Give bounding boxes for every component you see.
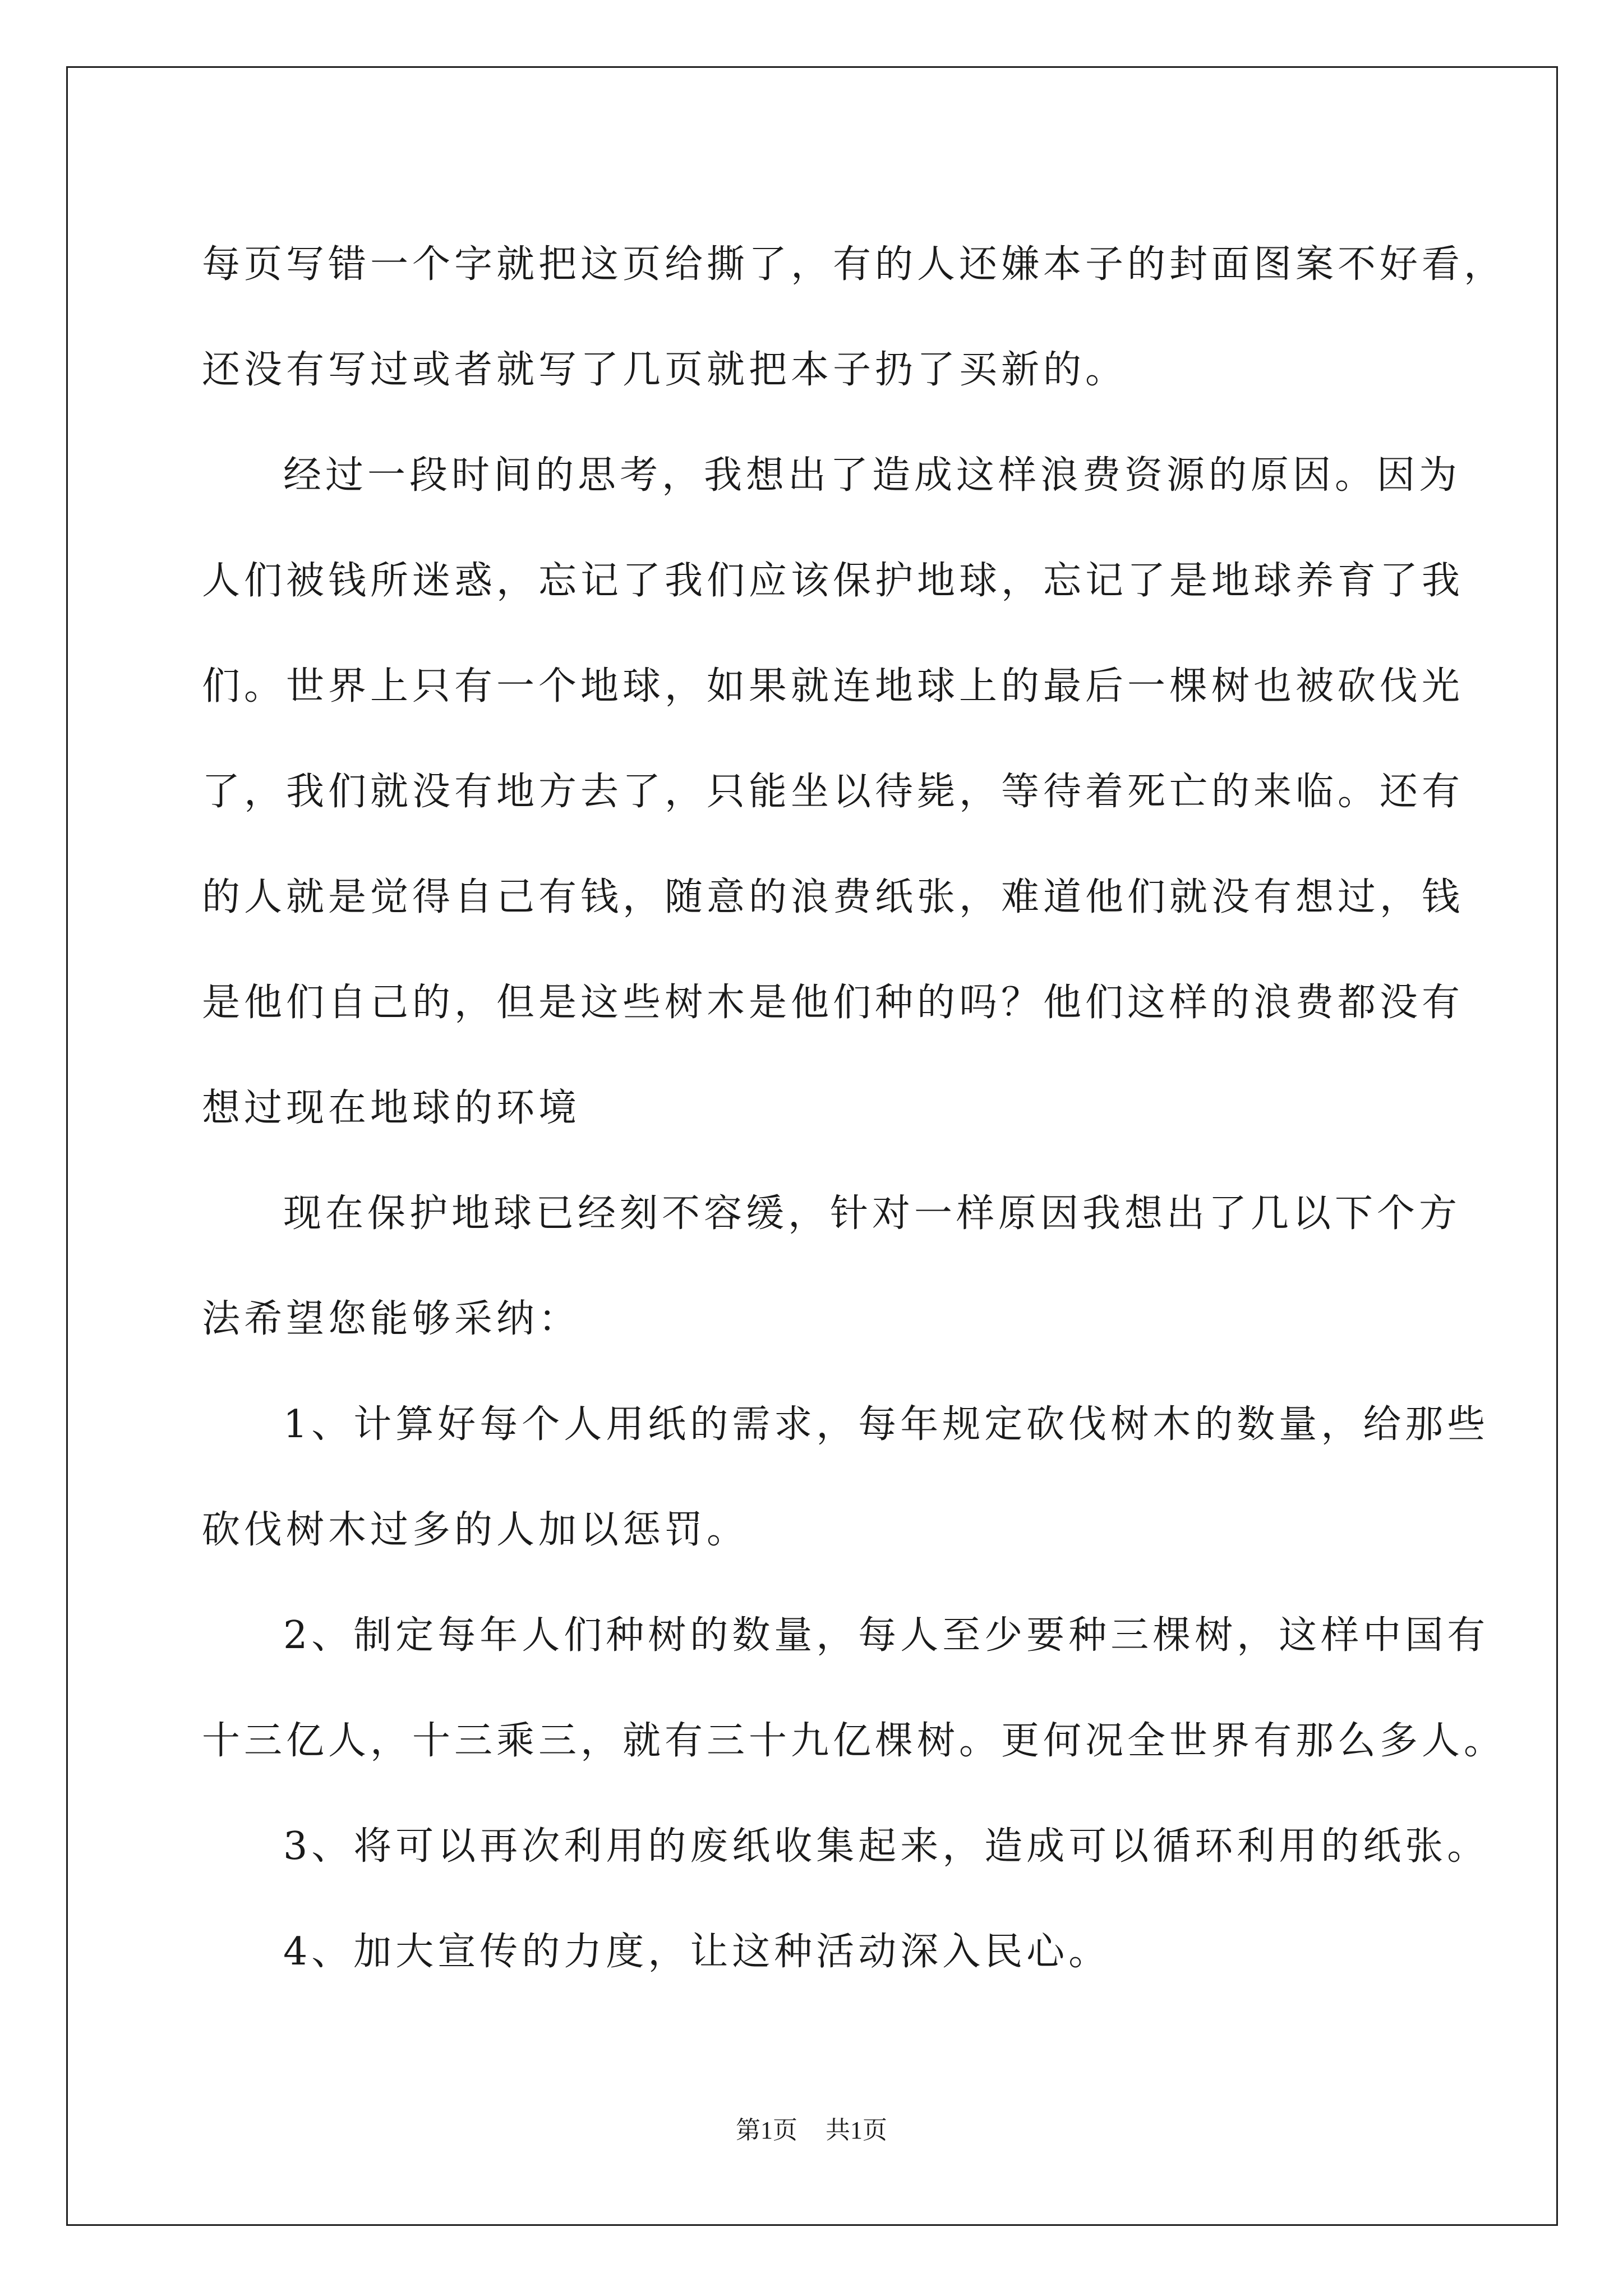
text-line: 4、加大宣传的力度，让这种活动深入民心。 (283, 1930, 1111, 1974)
text-line: 想过现在地球的环境 (202, 1086, 581, 1130)
list-item-1 (202, 1372, 1490, 1583)
text-line: 2、制定每年人们种树的数量，每人至少要种三棵树，这样中国有 (283, 1613, 1490, 1658)
paragraph-1 (202, 212, 1506, 423)
text-line: 还没有写过或者就写了几页就把本子扔了买新的。 (202, 348, 1128, 392)
list-item-3 (202, 1794, 1490, 1899)
text-line: 们。世界上只有一个地球，如果就连地球上的最后一棵树也被砍伐光 (202, 664, 1464, 708)
list-item-4 (202, 1899, 1430, 2005)
text-line: 经过一段时间的思考，我想出了造成这样浪费资源的原因。因为 (283, 453, 1461, 498)
text-line: 砍伐树木过多的人加以惩罚。 (202, 1508, 749, 1552)
text-line: 十三亿人，十三乘三，就有三十九亿棵树。更何况全世界有那么多人。 (202, 1719, 1506, 1763)
text-line: 3、将可以再次利用的废纸收集起来，造成可以循环利用的纸张。 (283, 1824, 1490, 1869)
paragraph-2 (202, 423, 1464, 1161)
text-line: 每页写错一个字就把这页给撕了，有的人还嫌本子的封面图案不好看， (202, 242, 1506, 287)
list-item-2 (202, 1583, 1506, 1794)
text-line: 现在保护地球已经刻不容缓，针对一样原因我想出了几以下个方 (283, 1191, 1461, 1236)
text-line: 法希望您能够采纳： (202, 1297, 581, 1341)
text-line: 了，我们就没有地方去了，只能坐以待毙，等待着死亡的来临。还有 (202, 770, 1464, 814)
text-line: 是他们自己的，但是这些树木是他们种的吗？他们这样的浪费都没有 (202, 981, 1464, 1025)
page-number: 第1页 (736, 2116, 797, 2144)
page-footer (0, 2114, 1623, 2147)
document-body (202, 212, 1506, 2005)
page-total: 共1页 (826, 2116, 887, 2144)
paragraph-3 (202, 1161, 1461, 1372)
text-line: 人们被钱所迷惑，忘记了我们应该保护地球，忘记了是地球养育了我 (202, 559, 1464, 603)
text-line: 1、计算好每个人用纸的需求，每年规定砍伐树木的数量，给那些 (283, 1402, 1490, 1447)
text-line: 的人就是觉得自己有钱，随意的浪费纸张，难道他们就没有想过，钱 (202, 875, 1464, 919)
